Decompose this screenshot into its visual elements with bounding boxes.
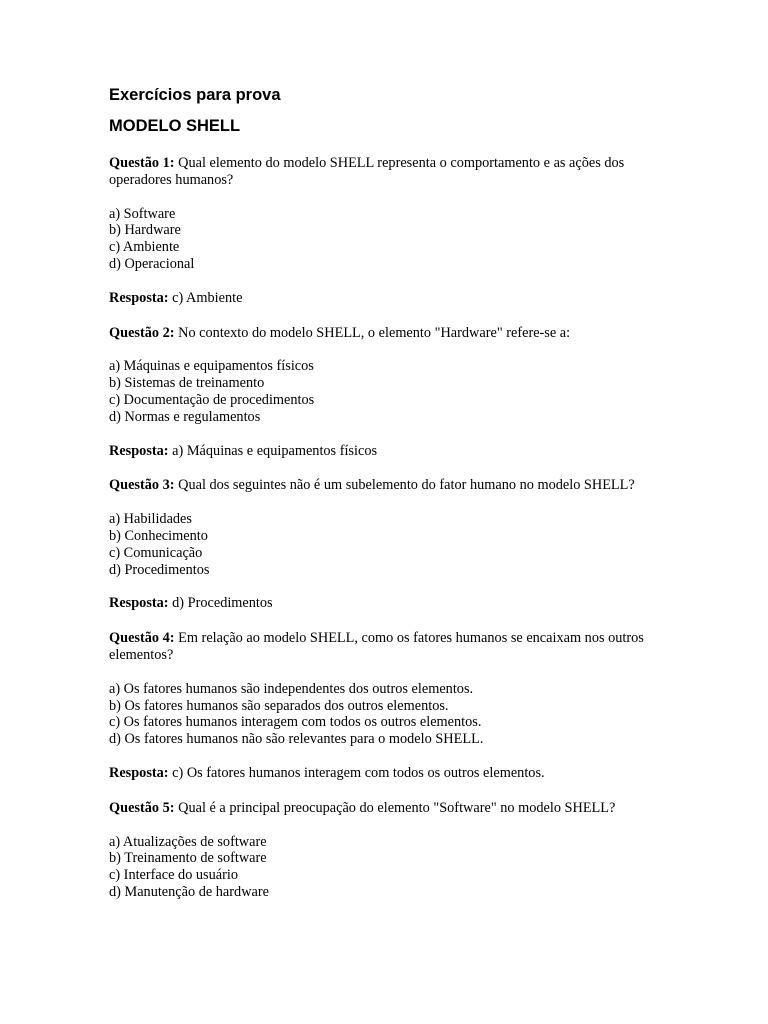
question-2	[109, 325, 669, 342]
question-list	[109, 155, 669, 901]
question-label	[109, 477, 175, 493]
answer-label: Resposta:	[109, 289, 169, 306]
question-text: Qual dos seguintes não é um subelemento do fator humano no modelo SHELL?	[178, 477, 635, 494]
answer-text: c) Os fatores humanos interagem com todos os outros elementos.	[172, 764, 545, 781]
answer-text: d) Procedimentos	[172, 595, 273, 612]
option-item: c) Documentação de procedimentos	[109, 391, 315, 408]
question-number: 3:	[162, 477, 175, 494]
question-label	[109, 800, 175, 816]
question-number: 4:	[162, 630, 175, 647]
option-item: b) Conhecimento	[109, 527, 208, 544]
option-list	[109, 834, 669, 901]
option-item: c) Interface do usuário	[109, 867, 239, 884]
question-number: 1:	[162, 155, 175, 171]
option-item: c) Os fatores humanos interagem com todos os outros elementos.	[109, 714, 482, 731]
answer-text: c) Ambiente	[172, 289, 243, 306]
question-label	[109, 325, 175, 341]
question-label	[109, 630, 175, 646]
document-title: Exercícios para prova	[109, 86, 281, 104]
document-subtitle: MODELO SHELL	[109, 117, 241, 135]
question-word: Questão	[109, 799, 160, 816]
option-item: a) Os fatores humanos são independentes dos outros elementos.	[109, 680, 474, 697]
option-item: a) Máquinas e equipamentos físicos	[109, 358, 314, 375]
question-word: Questão	[109, 324, 160, 341]
question-1	[109, 155, 669, 189]
option-item: b) Hardware	[109, 222, 181, 239]
question-word: Questão	[109, 477, 160, 494]
answer-3	[109, 595, 669, 612]
option-list	[109, 358, 669, 425]
answer-label: Resposta:	[109, 595, 169, 612]
option-item: d) Manutenção de hardware	[109, 883, 269, 900]
option-item: c) Ambiente	[109, 239, 180, 256]
answer-text: a) Máquinas e equipamentos físicos	[172, 442, 378, 459]
question-text: No contexto do modelo SHELL, o elemento "Hardware" refere-se a:	[178, 324, 571, 341]
option-item: d) Procedimentos	[109, 561, 210, 578]
question-4	[109, 630, 669, 664]
answer-2	[109, 443, 669, 460]
option-item: d) Operacional	[109, 255, 195, 272]
question-3	[109, 477, 669, 494]
question-text: Em relação ao modelo SHELL, como os fatores humanos se encaixam nos outros elementos?	[109, 630, 644, 663]
document-page	[109, 84, 669, 901]
question-word: Questão	[109, 630, 160, 647]
option-list	[109, 681, 669, 748]
question-label	[109, 155, 175, 171]
option-list	[109, 206, 669, 273]
answer-label: Resposta:	[109, 764, 169, 781]
option-item: b) Treinamento de software	[109, 850, 267, 867]
option-item: d) Os fatores humanos não são relevantes para o modelo SHELL.	[109, 731, 484, 748]
option-item: a) Habilidades	[109, 511, 192, 528]
option-item: a) Atualizações de software	[109, 833, 267, 850]
question-word: Questão	[109, 155, 160, 171]
option-item: a) Software	[109, 205, 176, 222]
option-item: d) Normas e regulamentos	[109, 408, 261, 425]
option-list	[109, 511, 669, 578]
option-item: b) Os fatores humanos são separados dos outros elementos.	[109, 697, 449, 714]
option-item: c) Comunicação	[109, 544, 203, 561]
answer-label: Resposta:	[109, 442, 169, 459]
question-text: Qual elemento do modelo SHELL representa o comportamento e as ações dos operadores humanos?	[109, 155, 625, 188]
question-text: Qual é a principal preocupação do elemento "Software" no modelo SHELL?	[178, 799, 616, 816]
answer-1	[109, 290, 669, 307]
question-number: 5:	[162, 799, 175, 816]
question-number: 2:	[162, 324, 175, 341]
option-item: b) Sistemas de treinamento	[109, 375, 265, 392]
question-5	[109, 800, 669, 817]
answer-4	[109, 765, 669, 782]
